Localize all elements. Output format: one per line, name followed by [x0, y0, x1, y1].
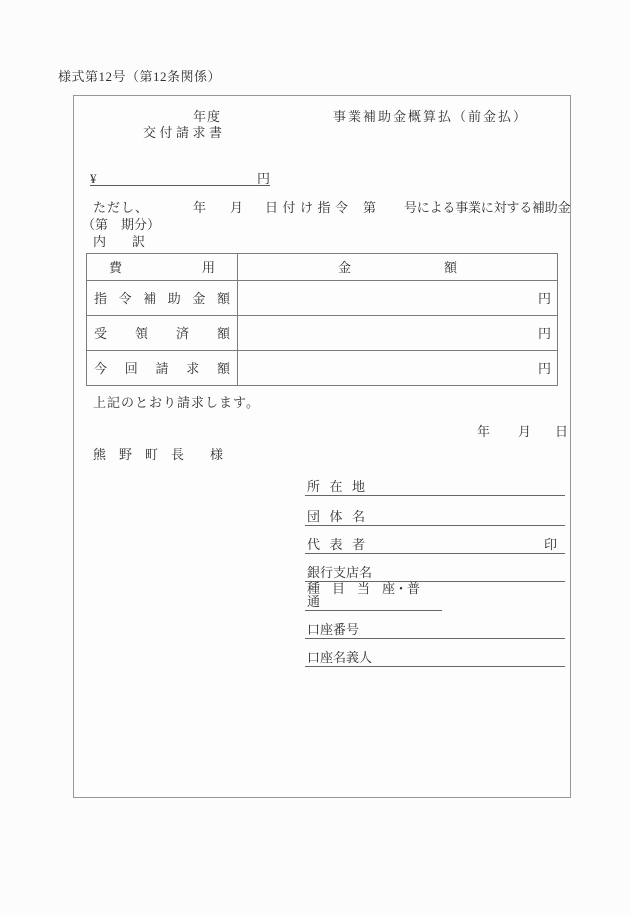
closing-statement: 上記のとおり請求します。 [93, 395, 260, 410]
yen-unit-label: 円 [256, 171, 270, 186]
account-number-fill-line [305, 621, 565, 639]
account-number-label: 口座番号 [307, 622, 360, 637]
expense-header-cell [87, 254, 238, 280]
date-year-label: 年 [477, 424, 491, 439]
yen-unit-label: 円 [537, 290, 551, 306]
table-row [87, 350, 557, 385]
row-label-cell [87, 316, 238, 350]
bank-branch-label: 銀行支店名 [307, 565, 373, 580]
amount-fill-line [90, 171, 270, 186]
fiscal-year-label: 年度 [193, 109, 222, 124]
current-claim-amount-label: 今 回 請 求 額 [94, 360, 230, 376]
row-label-cell [87, 351, 238, 385]
account-holder-label: 口座名義人 [307, 650, 373, 665]
yen-unit-label: 円 [537, 360, 551, 376]
proviso-directive-label: 日付け指令 [265, 200, 353, 215]
representative-label: 代 表 者 [307, 537, 365, 552]
organization-label: 団 体 名 [307, 509, 365, 524]
yen-symbol: ¥ [90, 171, 97, 186]
amount-value-cell [238, 351, 557, 385]
row-label-cell [87, 281, 238, 315]
expense-header-label: 費 用 [109, 259, 215, 275]
account-holder-fill-line [305, 649, 565, 667]
proviso-suffix: 号による事業に対する補助金 [404, 200, 571, 215]
form-subtitle: 交付請求書 [143, 125, 226, 140]
amount-value-cell [238, 281, 557, 315]
proviso-number-prefix: 第 [363, 200, 377, 215]
date-day-label: 日 [555, 424, 569, 439]
yen-unit-label: 円 [537, 325, 551, 341]
breakdown-table [86, 253, 558, 386]
address-fill-line [305, 478, 565, 496]
representative-fill-line [305, 536, 565, 554]
proviso-month-label: 月 [230, 200, 244, 215]
breakdown-label: 内 訳 [93, 234, 146, 249]
account-type-label: 種 目 当 座・普 通 [307, 581, 433, 609]
form-number-label: 様式第12号（第12条関係） [58, 69, 222, 84]
proviso-year-label: 年 [193, 200, 207, 215]
proviso-prefix: ただし、 [93, 200, 150, 215]
bank-branch-fill-line [305, 564, 565, 582]
form-title: 事業補助金概算払（前金払） [333, 109, 529, 124]
table-row [87, 280, 557, 315]
form-sheet [73, 95, 571, 798]
table-header-row [87, 254, 557, 280]
date-month-label: 月 [518, 424, 532, 439]
amount-header-cell [238, 254, 557, 280]
amount-value-cell [238, 316, 557, 350]
table-row [87, 315, 557, 350]
directive-subsidy-amount-label: 指 令 補 助 金 額 [94, 290, 230, 306]
received-amount-label: 受 領 済 額 [94, 325, 230, 341]
organization-fill-line [305, 508, 565, 526]
account-type-fill-line [305, 581, 442, 611]
amount-header-label: 金 額 [338, 259, 457, 275]
addressee-mayor-label: 熊 野 町 長 様 [93, 447, 224, 462]
address-label: 所 在 地 [307, 479, 365, 494]
proviso-period-label: （第 期分） [82, 217, 161, 232]
seal-mark-label: 印 [543, 537, 557, 552]
